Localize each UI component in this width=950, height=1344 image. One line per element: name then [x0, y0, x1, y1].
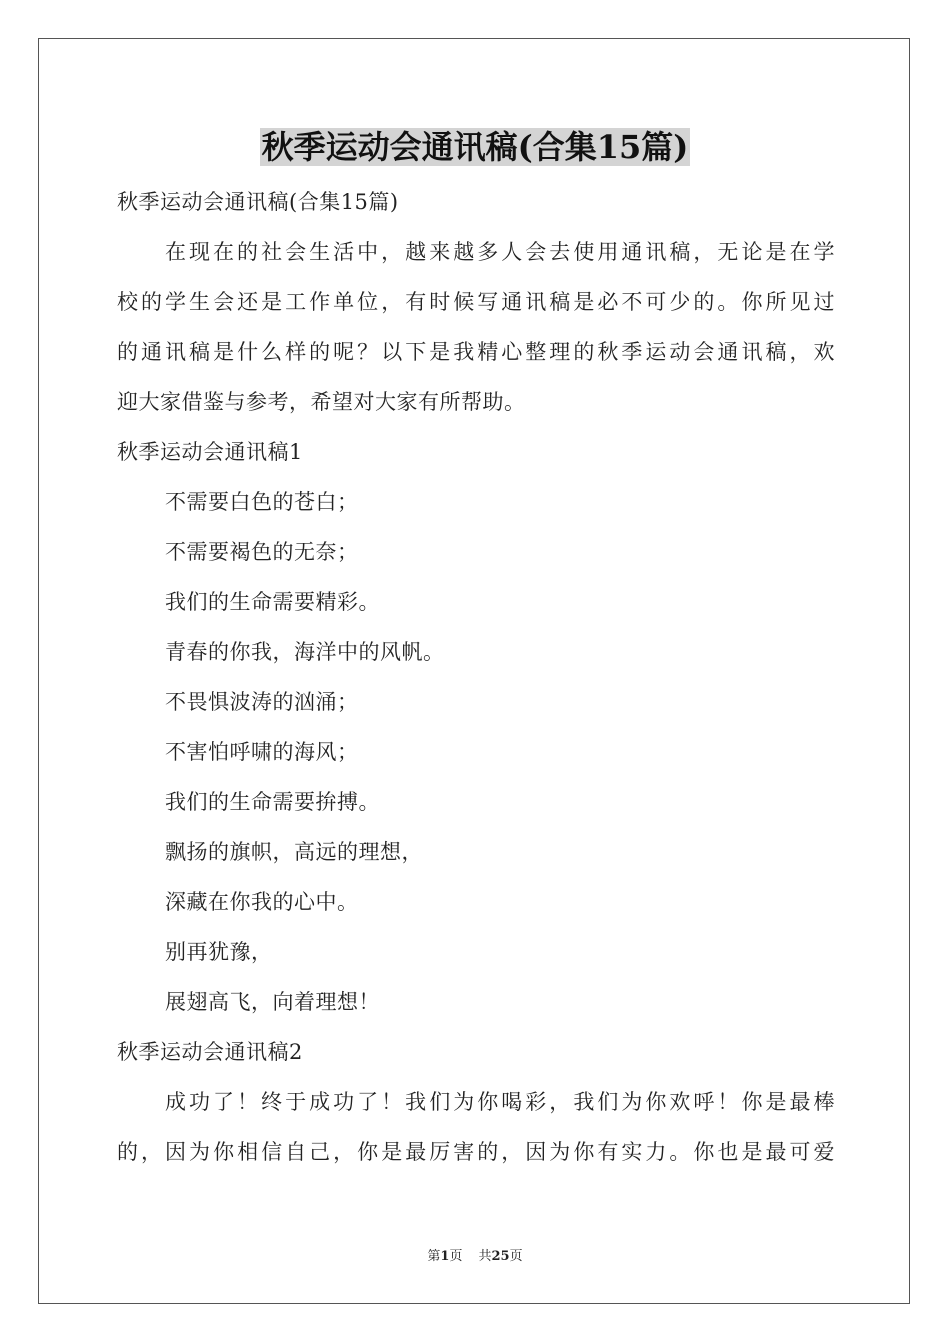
poem-line: 飘扬的旗帜，高远的理想， — [165, 840, 423, 864]
poem-line: 不畏惧波涛的汹涌； — [165, 690, 359, 714]
document-title-text: 秋季运动会通讯稿(合集15篇) — [261, 128, 689, 166]
poem-line: 不需要褐色的无奈； — [165, 540, 359, 564]
poem-line: 别再犹豫， — [165, 940, 273, 964]
total-page-count: 25 — [491, 1249, 510, 1264]
total-prefix: 共 — [478, 1249, 492, 1264]
intro-line: 的通讯稿是什么样的呢？以下是我精心整理的秋季运动会通讯稿，欢 — [117, 340, 835, 364]
document-body — [117, 177, 835, 1177]
poem-line: 展翅高飞，向着理想！ — [165, 990, 380, 1014]
page-footer — [0, 1247, 950, 1267]
poem-line: 不害怕呼啸的海风； — [165, 740, 359, 764]
page-prefix: 第 — [427, 1249, 441, 1264]
intro-line: 在现在的社会生活中，越来越多人会去使用通讯稿，无论是在学 — [165, 240, 835, 264]
poem-line: 我们的生命需要拚搏。 — [165, 790, 380, 814]
total-suffix: 页 — [509, 1249, 523, 1264]
intro-line: 校的学生会还是工作单位，有时候写通讯稿是必不可少的。你所见过 — [117, 290, 835, 314]
paragraph-line: 成功了！终于成功了！我们为你喝彩，我们为你欢呼！你是最棒 — [165, 1090, 835, 1114]
section-heading: 秋季运动会通讯稿2 — [117, 1040, 303, 1064]
poem-line: 青春的你我，海洋中的风帆。 — [165, 640, 445, 664]
section-heading: 秋季运动会通讯稿1 — [117, 440, 303, 464]
paragraph-line: 的，因为你相信自己，你是最厉害的，因为你有实力。你也是最可爱 — [117, 1140, 835, 1164]
document-title — [0, 122, 950, 172]
poem-line: 深藏在你我的心中。 — [165, 890, 359, 914]
intro-line: 迎大家借鉴与参考，希望对大家有所帮助。 — [117, 390, 526, 414]
poem-line: 我们的生命需要精彩。 — [165, 590, 380, 614]
page-suffix: 页 — [449, 1249, 463, 1264]
poem-line: 不需要白色的苍白； — [165, 490, 359, 514]
subtitle: 秋季运动会通讯稿(合集15篇) — [117, 190, 399, 214]
current-page-number: 1 — [440, 1249, 450, 1264]
